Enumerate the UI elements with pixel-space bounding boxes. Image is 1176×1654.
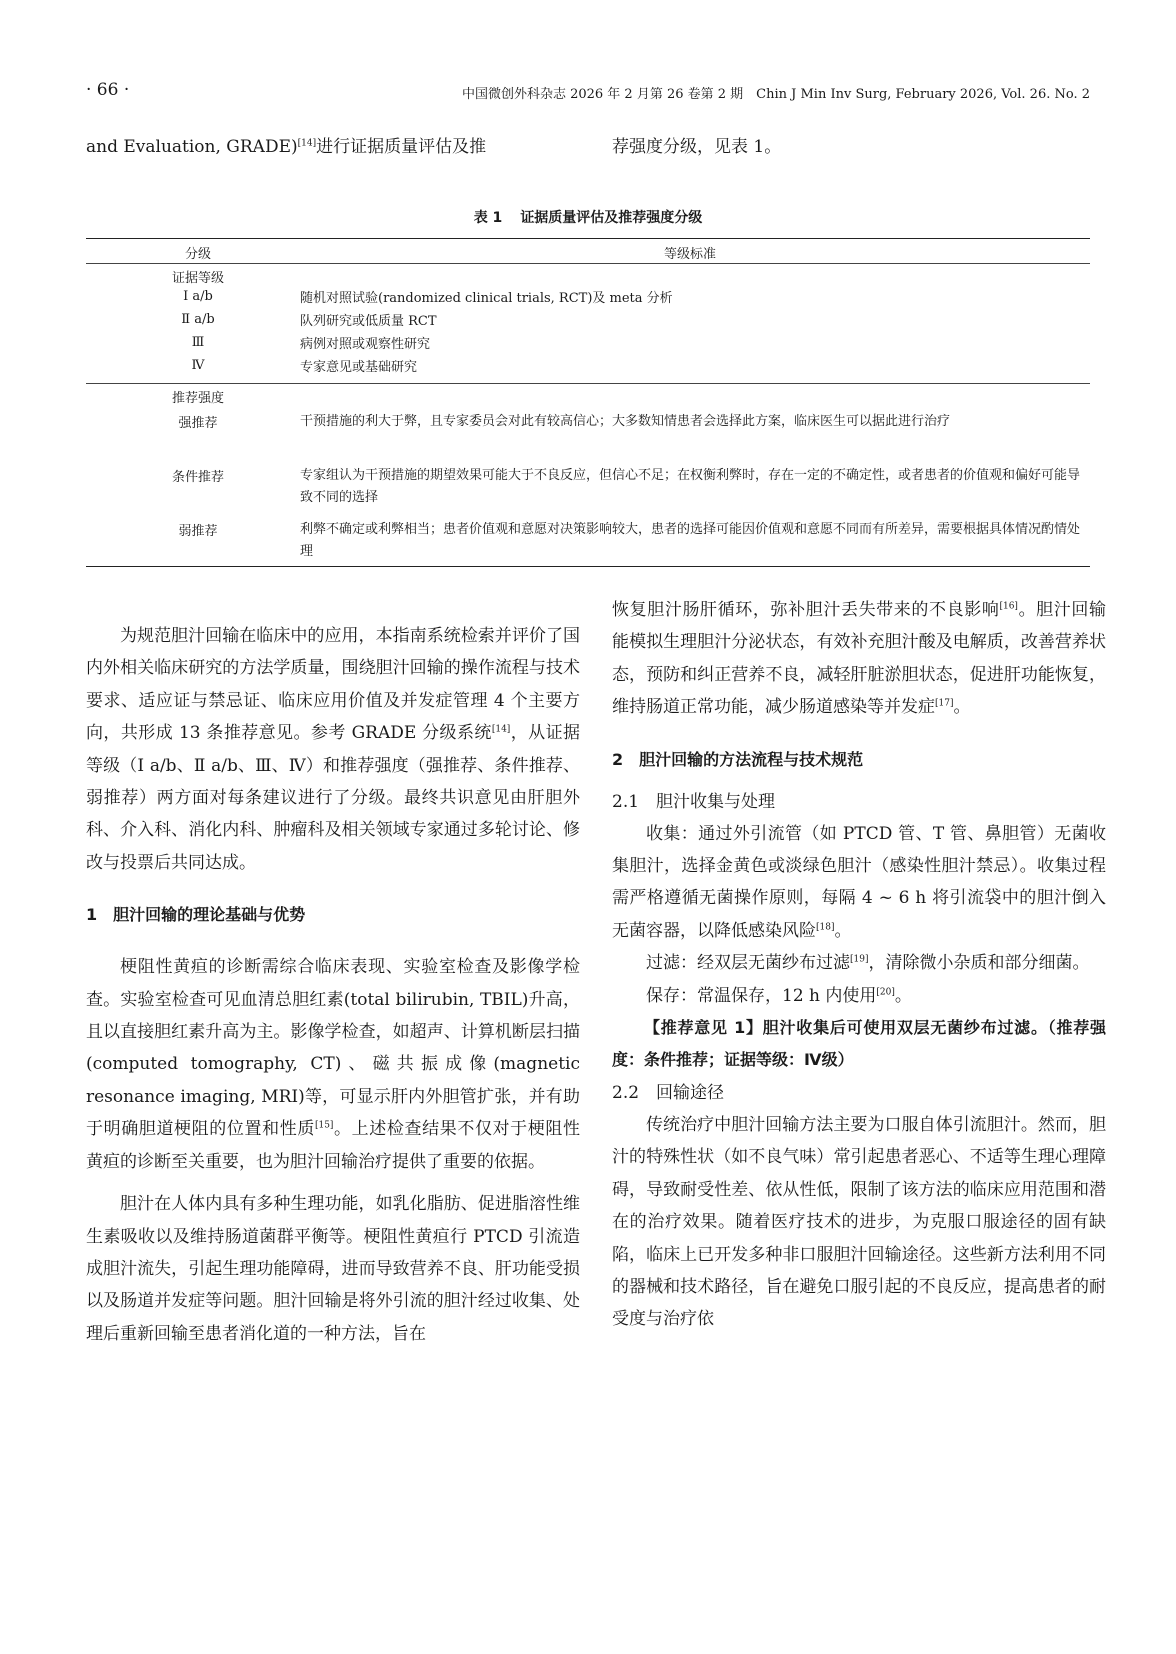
paragraph: 收集：通过外引流管（如 PTCD 管、T 管、鼻胆管）无菌收集胆汁，选择金黄色或淡绿色胆汁（感染性胆汁禁忌）。收集过程需严格遵循无菌操作原则，每隔 4 ~ 6 h 将引流袋中的胆汁倒入无菌容器，以降低感染风险[18]。 — [612, 823, 1106, 941]
page-number: · 66 · — [86, 80, 130, 100]
paragraph: 恢复胆汁肠肝循环，弥补胆汁丢失带来的不良影响[16]。胆汁回输能模拟生理胆汁分泌状态，有效补充胆汁酸及电解质，改善营养状态，预防和纠正营养不良，减轻肝脏淤胆状态，促进肝功能恢复，维持肠道正常功能，减少肠道感染等并发症[17]。 — [612, 600, 1107, 718]
citation: [19] — [850, 954, 869, 965]
citation: [18] — [816, 922, 835, 933]
table-header-row — [86, 239, 1090, 264]
table-row — [86, 334, 1090, 357]
citation: [16] — [999, 601, 1018, 612]
citation: [15] — [314, 1120, 334, 1131]
grade-cell: 条件推荐 — [171, 470, 224, 485]
table-caption — [0, 207, 1176, 227]
col-header-criteria: 等级标准 — [663, 247, 716, 262]
table-number: 表 1 — [473, 210, 503, 226]
table-row — [86, 518, 1090, 566]
criteria-cell: 干预措施的利大于弊，且专家委员会对此有较高信心；大多数知情患者会选择此方案，临床医生可以据此进行治疗 — [300, 414, 951, 429]
grade-cell: 强推荐 — [178, 416, 218, 431]
citation: [20] — [876, 987, 895, 997]
paragraph: 为规范胆汁回输在临床中的应用，本指南系统检索并评价了国内外相关临床研究的方法学质量，围绕胆汁回输的操作流程与技术要求、适应证与禁忌证、临床应用价值及并发症管理 4 个主要方向，共形成 13 条推荐意见。参考 GRADE 分级系统[14]，从证据等级（Ⅰ a/b、Ⅱ a/b、Ⅲ、Ⅳ）和推荐强度（强推荐、条件推荐、弱推荐）两方面对每条建议进行了分级。最终共识意见由肝胆外科、介入科、消化内科、肿瘤科及相关领域专家通过多轮讨论、修改与投票后共同达成。 — [86, 626, 581, 873]
paragraph: 保存：常温保存，12 h 内使用[20]。 — [646, 985, 912, 1006]
subsection-heading: 2.2 回输途径 — [612, 1082, 725, 1103]
criteria-cell: 专家意见或基础研究 — [300, 360, 418, 375]
evidence-table — [86, 238, 1090, 567]
section-recommendation-strength: 推荐强度 — [171, 391, 224, 406]
grade-cell: 弱推荐 — [178, 524, 218, 539]
citation: [17] — [935, 698, 954, 709]
criteria-cell: 专家组认为干预措施的期望效果可能大于不良反应，但信心不足；在权衡利弊时，存在一定的不确定性，或者患者的价值观和偏好可能导致不同的选择 — [300, 468, 1081, 505]
citation: [14] — [491, 724, 511, 735]
paragraph: 梗阻性黄疸的诊断需综合临床表现、实验室检查及影像学检查。实验室检查可见血清总胆红素(total bilirubin, TBIL)升高，且以直接胆红素升高为主。影像学检查，如超声、计算机断层扫描(computed tomography, CT)、磁共振成像(magnetic resonance imaging, MRI)等，可显示肝内外胆管扩张，并有助于明确胆道梗阻的位置和性质[15]。上述检查结果不仅对于梗阻性黄疸的诊断至关重要，也为胆汁回输治疗提供了重要的依据。 — [86, 957, 581, 1172]
paragraph: 胆汁在人体内具有多种生理功能，如乳化脂肪、促进脂溶性维生素吸收以及维持肠道菌群平衡等。梗阻性黄疸行 PTCD 引流造成胆汁流失，引起生理功能障碍，进而导致营养不良、肝功能受损以及肠道并发症等问题。胆汁回输是将外引流的胆汁经过收集、处理后重新回输至患者消化道的一种方法，旨在 — [86, 1194, 580, 1344]
intro-line-right: 荐强度分级，见表 1。 — [612, 137, 782, 157]
subsection-heading: 2.1 胆汁收集与处理 — [612, 791, 776, 812]
running-title: 中国微创外科杂志 2026 年 2 月第 26 卷第 2 期 Chin J Min Inv Surg, February 2026, Vol. 26. No. 2 — [461, 87, 1090, 102]
grade-cell: Ⅳ — [191, 358, 205, 373]
criteria-cell: 病例对照或观察性研究 — [300, 337, 431, 352]
grade-cell: Ⅰ a/b — [183, 289, 213, 304]
page-header — [86, 80, 1090, 110]
grade-cell: Ⅲ — [191, 335, 205, 350]
col-header-grade: 分级 — [184, 247, 211, 262]
table-row — [86, 357, 1090, 383]
section-evidence-level: 证据等级 — [171, 271, 224, 286]
table-row — [86, 288, 1090, 311]
paragraph: 传统治疗中胆汁回输方法主要为口服自体引流胆汁。然而，胆汁的特殊性状（如不良气味）常引起患者恶心、不适等生理心理障碍，导致耐受性差、依从性低，限制了该方法的临床应用范围和潜在的治疗效果。随着医疗技术的进步，为克服口服途径的固有缺陷，临床上已开发多种非口服胆汁回输途径。这些新方法利用不同的器械和技术路径，旨在避免口服引起的不良反应，提高患者的耐受度与治疗依 — [612, 1114, 1106, 1330]
criteria-cell: 利弊不确定或利弊相当；患者价值观和意愿对决策影响较大，患者的选择可能因价值观和意愿不同而有所差异，需要根据具体情况酌情处理 — [300, 522, 1081, 559]
recommendation-1: 【推荐意见 1】胆汁收集后可使用双层无菌纱布过滤。（推荐强度：条件推荐；证据等级：Ⅳ级） — [612, 1018, 1106, 1070]
grade-cell: Ⅱ a/b — [181, 312, 215, 327]
paragraph: 过滤：经双层无菌纱布过滤[19]，清除微小杂质和部分细菌。 — [646, 953, 1090, 974]
left-column — [86, 620, 580, 1350]
criteria-cell: 队列研究或低质量 RCT — [300, 314, 437, 329]
table-section-row — [86, 264, 1090, 288]
table-section-row — [86, 383, 1090, 410]
table-row — [86, 410, 1090, 464]
intro-line-left: and Evaluation, GRADE)[14]进行证据质量评估及推 — [86, 137, 487, 157]
section-heading: 2 胆汁回输的方法流程与技术规范 — [612, 749, 864, 769]
right-column — [612, 594, 1106, 1336]
table-row — [86, 311, 1090, 334]
table-row — [86, 464, 1090, 518]
citation: [14] — [297, 138, 317, 149]
section-heading: 1 胆汁回输的理论基础与优势 — [86, 905, 306, 925]
table-title: 证据质量评估及推荐强度分级 — [520, 210, 703, 226]
criteria-cell: 随机对照试验(randomized clinical trials, RCT)及 meta 分析 — [300, 291, 673, 306]
